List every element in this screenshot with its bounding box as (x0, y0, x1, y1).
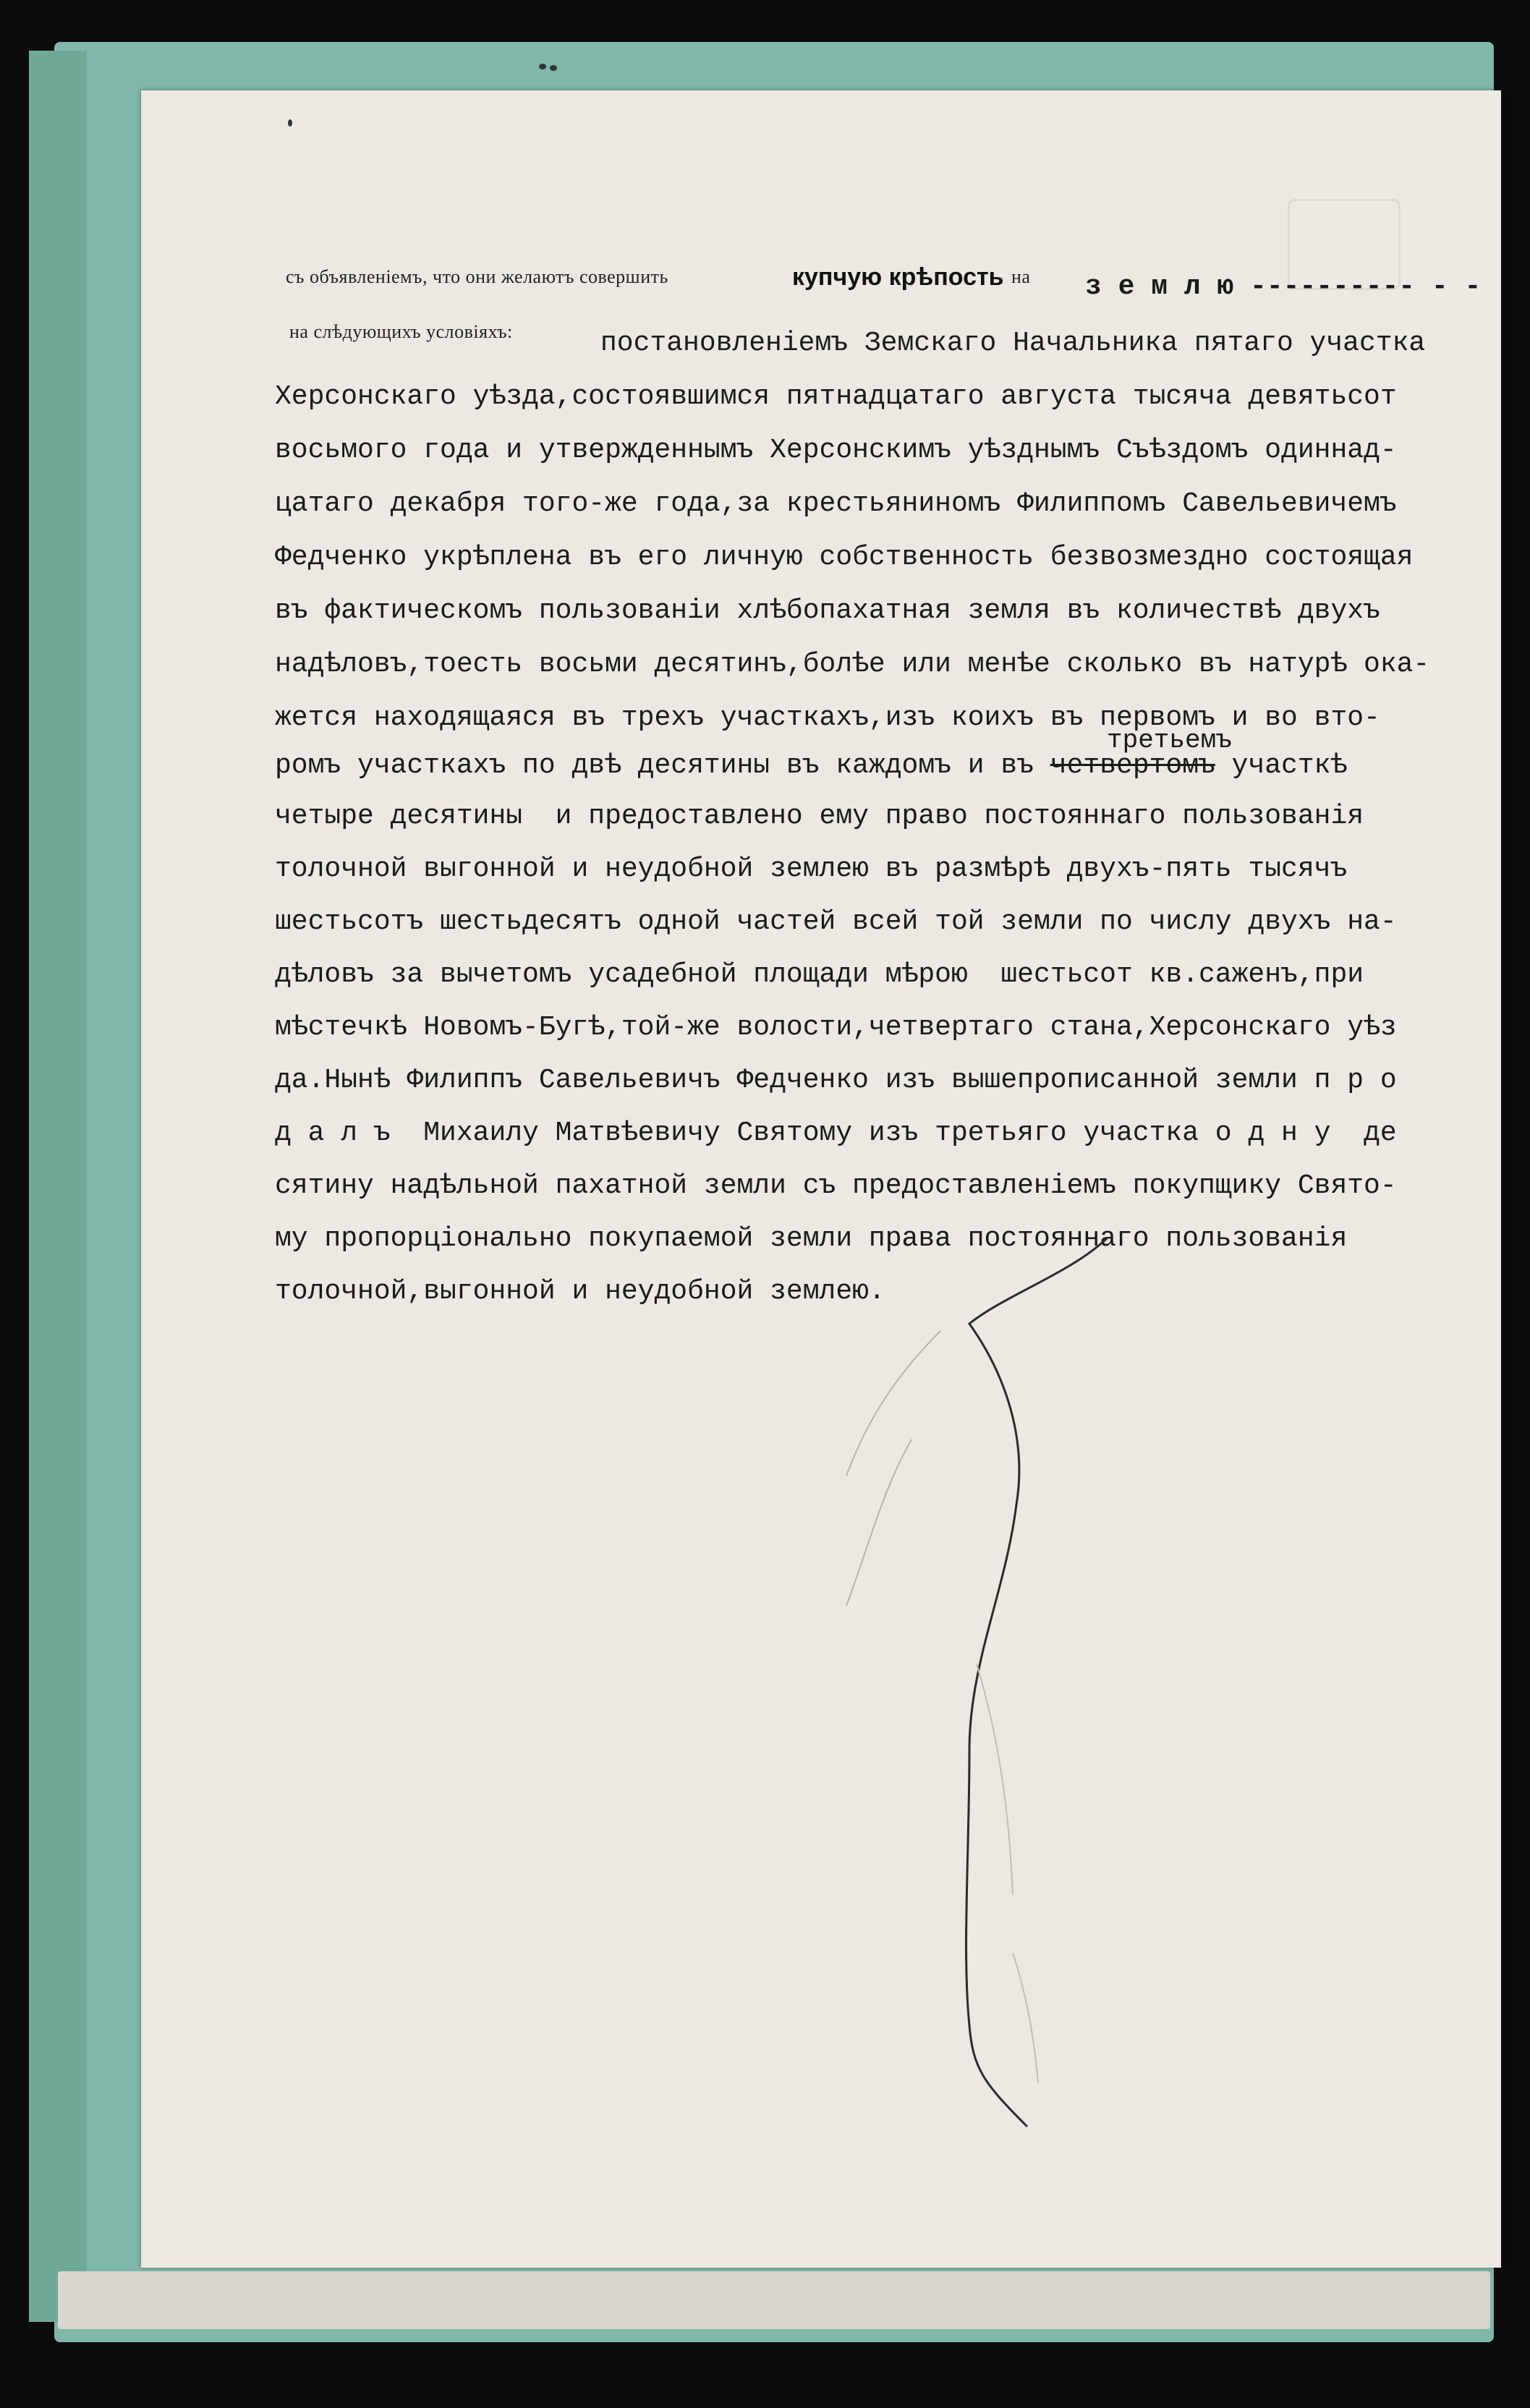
text-line: мѣстечкѣ Новомъ-Бугѣ,той-же волости,четвертаго стана,Херсонскаго уѣз (275, 1012, 1397, 1043)
struck-word: четвертомъ (1050, 750, 1215, 781)
text-line: д а л ъ Михаилу Матвѣевичу Святому изъ третьяго участка о д н у де (275, 1118, 1397, 1149)
text-line: сятину надѣльной пахатной земли съ предоставленіемъ покупщику Свято- (275, 1170, 1397, 1201)
text-line: въ фактическомъ пользованіи хлѣбопахатная земля въ количествѣ двухъ (275, 595, 1380, 626)
text-line: четыре десятины и предоставлено ему право постояннаго пользованія (275, 801, 1364, 832)
header-prefix: съ объявленіемъ, что они желаютъ совершить (286, 266, 668, 287)
header-suffix: на (1011, 266, 1031, 287)
text-line: толочной выгонной и неудобной землею въ размѣрѣ двухъ-пять тысячъ (275, 854, 1348, 885)
text-line: дѣловъ за вычетомъ усадебной площади мѣрою шестьсот кв.саженъ,при (275, 959, 1364, 990)
text-line: да.Нынѣ Филиппъ Савельевичъ Федченко изъ вышепрописанной земли п р о (275, 1065, 1397, 1096)
header-bold-title: купчую крѣпость (792, 263, 1004, 291)
text-line: постановленіемъ Земскаго Начальника пятаго участка (600, 328, 1426, 359)
conditions-label: на слѣдующихъ условіяхъ: (289, 321, 513, 342)
text-line: жется находящаяся въ трехъ участкахъ,изъ коихъ въ первомъ и во вто- (275, 702, 1380, 733)
text-line: цатаго декабря того-же года,за крестьяниномъ Филиппомъ Савельевичемъ (275, 488, 1397, 519)
text-line-tail: участкѣ (1215, 750, 1348, 781)
text-line: толочной,выгонной и неудобной землею. (275, 1276, 885, 1307)
text-line: му пропорціонально покупаемой земли права постояннаго пользованія (275, 1223, 1348, 1254)
header-typed-object: з е м л ю ---------- - - (1085, 271, 1482, 302)
text-line: Федченко укрѣплена въ его личную собственность безвозмездно состоящая (275, 542, 1414, 573)
text-line-head: ромъ участкахъ по двѣ десятины въ каждомъ и въ (275, 750, 1034, 781)
handwritten-insertion: третьемъ (1107, 726, 1232, 755)
text-line: шестьсотъ шестьдесятъ одной частей всей той земли по числу двухъ на- (275, 906, 1397, 937)
text-line: Херсонскаго уѣзда,состоявшимся пятнадцатаго августа тысяча девятьсот (275, 381, 1397, 412)
text-line: восьмого года и утвержденнымъ Херсонскимъ уѣзднымъ Съѣздомъ одиннад- (275, 435, 1397, 466)
text-line: надѣловъ,тоесть восьми десятинъ,болѣе или менѣе сколько въ натурѣ ока- (275, 649, 1430, 680)
